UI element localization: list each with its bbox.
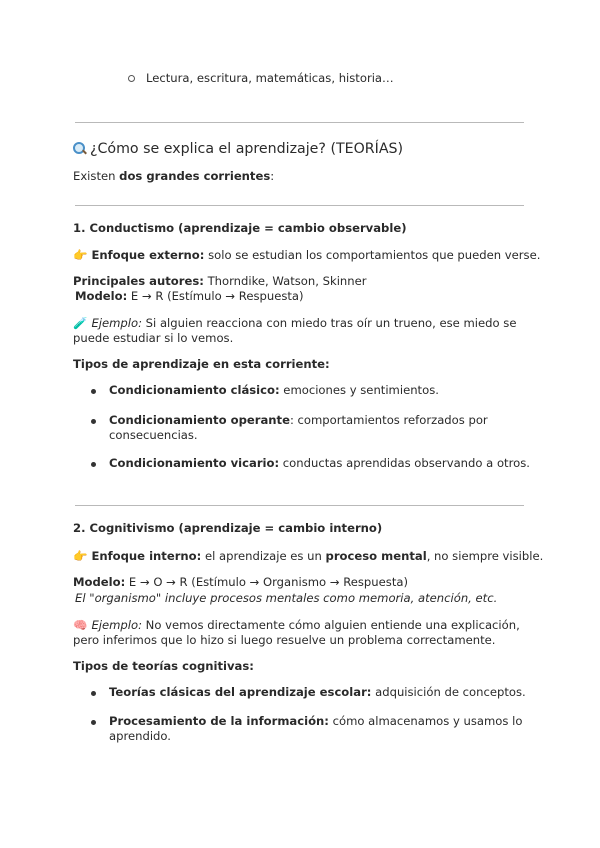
model-text: E → O → R (Estímulo → Organismo → Respuesta) [125, 575, 408, 589]
focus-text: solo se estudian los comportamientos que pueden verse. [204, 248, 541, 262]
list-item [109, 383, 439, 398]
section1-types-title: Tipos de aprendizaje en esta corriente: [73, 357, 330, 371]
intro-prefix: Existen [73, 169, 120, 183]
bullet-icon [91, 720, 96, 725]
focus-text: el aprendizaje es un [201, 549, 326, 563]
bullet-icon [91, 462, 96, 467]
item-text: cómo almacenamos y usamos lo [328, 714, 523, 728]
section2-example-line1 [73, 618, 520, 633]
focus-text-end: , no siempre visible. [426, 549, 544, 563]
section2-types-title: Tipos de teorías cognitivas: [73, 659, 254, 673]
example-label: Ejemplo: [91, 618, 142, 632]
list-item-continuation: aprendido. [109, 729, 171, 743]
item-label: Condicionamiento vicario: [109, 456, 280, 470]
section2-model-note: El "organismo" incluye procesos mentales como memoria, atención, etc. [75, 591, 498, 605]
section-heading [73, 140, 403, 158]
bullet-icon [91, 419, 96, 424]
pointing-hand-icon: 👉 [73, 248, 88, 262]
list-item [109, 714, 522, 729]
divider [75, 122, 524, 123]
divider [75, 205, 524, 206]
item-label: Condicionamiento clásico: [109, 383, 280, 397]
list-item [109, 685, 526, 700]
test-tube-icon: 🧪 [73, 316, 88, 330]
section1-focus [73, 248, 540, 263]
section1-authors [73, 274, 367, 289]
model-label: Modelo: [73, 575, 126, 589]
example-text: Si alguien reacciona con miedo tras oír un trueno, ese miedo se [142, 316, 517, 330]
section1-example-line2: puede estudiar si lo vemos. [73, 331, 234, 345]
example-text: No vemos directamente cómo alguien entiende una explicación, [142, 618, 520, 632]
focus-label: Enfoque interno: [91, 549, 202, 563]
item-label: Procesamiento de la información: [109, 714, 329, 728]
section1-title: 1. Conductismo (aprendizaje = cambio observable) [73, 221, 407, 235]
intro-paragraph [73, 169, 274, 184]
brain-icon: 🧠 [73, 618, 88, 632]
item-text: conductas aprendidas observando a otros. [279, 456, 530, 470]
item-text: : comportamientos reforzados por [289, 413, 488, 427]
authors-label: Principales autores: [73, 274, 204, 288]
list-item [109, 456, 530, 471]
focus-bold: proceso mental [325, 549, 427, 563]
item-text: emociones y sentimientos. [279, 383, 439, 397]
bullet-icon [91, 691, 96, 696]
model-label: Modelo: [75, 289, 128, 303]
section1-model [75, 289, 304, 304]
item-label: Teorías clásicas del aprendizaje escolar: [109, 685, 372, 699]
section2-model [73, 575, 408, 590]
item-label: Condicionamiento operante [109, 413, 290, 427]
intro-bold: dos grandes corrientes [119, 169, 271, 183]
model-text: E → R (Estímulo → Respuesta) [127, 289, 304, 303]
list-item: Lectura, escritura, matemáticas, historia… [146, 71, 394, 85]
hollow-bullet-icon [128, 75, 135, 82]
section2-example-line2: pero inferimos que lo hizo si luego resuelve un problema correctamente. [73, 633, 496, 647]
focus-label: Enfoque externo: [91, 248, 205, 262]
section2-title: 2. Cognitivismo (aprendizaje = cambio interno) [73, 521, 383, 535]
heading-text: ¿Cómo se explica el aprendizaje? (TEORÍAS) [90, 141, 404, 157]
authors-text: Thorndike, Watson, Skinner [203, 274, 367, 288]
example-label: Ejemplo: [91, 316, 142, 330]
list-item [109, 413, 488, 428]
section2-focus [73, 549, 543, 564]
pointing-hand-icon: 👉 [73, 549, 88, 563]
divider [75, 505, 524, 506]
intro-suffix: : [270, 169, 275, 183]
section1-example-line1 [73, 316, 516, 331]
search-icon [73, 142, 85, 154]
bullet-icon [91, 389, 96, 394]
item-text: adquisición de conceptos. [371, 685, 526, 699]
list-item-continuation: consecuencias. [109, 428, 198, 442]
